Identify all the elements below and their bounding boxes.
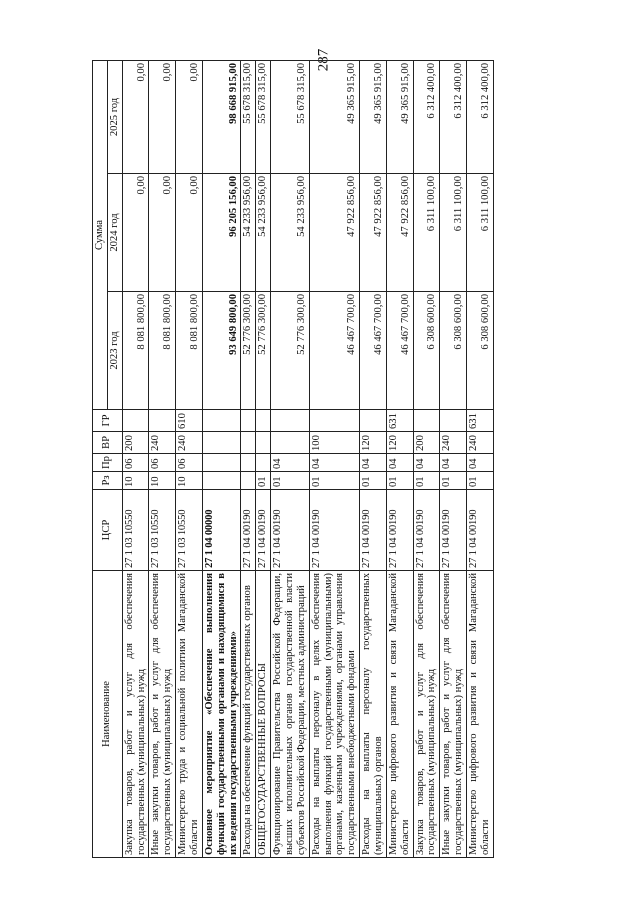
cell-pr: 04 (467, 454, 494, 472)
cell-2025: 6 312 400,00 (440, 60, 467, 173)
cell-rz: 01 (440, 472, 467, 490)
cell-2024: 0,00 (122, 174, 149, 292)
cell-2025: 49 365 915,00 (360, 60, 387, 173)
cell-gr (360, 410, 387, 432)
cell-pr: 04 (271, 454, 310, 472)
header-2024: 2024 год (107, 174, 122, 292)
cell-2025: 0,00 (149, 60, 176, 173)
cell-vr: 120 (360, 432, 387, 454)
cell-2023: 46 467 700,00 (309, 292, 359, 410)
cell-name: Иные закупки товаров, работ и услуг для обеспечения государственных (муниципальных) нужд (149, 571, 176, 858)
cell-2023: 93 649 800,00 (202, 292, 241, 410)
budget-table-rotated (92, 61, 494, 858)
cell-pr: 06 (176, 454, 203, 472)
cell-2024: 47 922 856,00 (360, 174, 387, 292)
cell-gr: 610 (176, 410, 203, 432)
cell-2023: 6 308 600,00 (413, 292, 440, 410)
table-row (467, 60, 494, 857)
table-row (241, 60, 256, 857)
header-vr: ВР (93, 432, 123, 454)
cell-2024: 0,00 (176, 174, 203, 292)
cell-2024: 54 233 956,00 (256, 174, 271, 292)
cell-2024: 47 922 856,00 (386, 174, 413, 292)
cell-2023: 52 776 300,00 (256, 292, 271, 410)
table-body (122, 60, 493, 857)
cell-vr (271, 432, 310, 454)
table-row (413, 60, 440, 857)
cell-rz: 10 (149, 472, 176, 490)
header-name: Наименование (93, 571, 123, 858)
cell-name: Министерство цифрового развития и связи Магаданской области (386, 571, 413, 858)
cell-rz (241, 472, 256, 490)
table-row (386, 60, 413, 857)
cell-vr (241, 432, 256, 454)
cell-vr: 240 (149, 432, 176, 454)
cell-vr (202, 432, 241, 454)
cell-pr (241, 454, 256, 472)
header-gr: ГР (93, 410, 123, 432)
cell-name: Расходы на выплаты персоналу в целях обеспечения выполнения функций государственными (муниципальными) органами, казенными учреждениями, органами управления государственными внебюджетными фондами (309, 571, 359, 858)
cell-name: Министерство цифрового развития и связи Магаданской области (467, 571, 494, 858)
cell-rz: 10 (122, 472, 149, 490)
cell-2025: 6 312 400,00 (413, 60, 440, 173)
cell-vr: 100 (309, 432, 359, 454)
cell-pr: 04 (413, 454, 440, 472)
table-row (202, 60, 241, 857)
header-2025: 2025 год (107, 60, 122, 173)
table-row (271, 60, 310, 857)
cell-2025: 55 678 315,00 (256, 60, 271, 173)
cell-csr: 27 1 04 00000 (202, 490, 241, 571)
cell-2023: 8 081 800,00 (149, 292, 176, 410)
table-row (122, 60, 149, 857)
cell-name: Основное мероприятие «Обеспечение выполнения функций государственными органами и находящимися в их ведении государственными учреждениями» (202, 571, 241, 858)
cell-2024: 54 233 956,00 (241, 174, 256, 292)
cell-vr (256, 432, 271, 454)
cell-2023: 6 308 600,00 (440, 292, 467, 410)
cell-2023: 52 776 300,00 (241, 292, 256, 410)
table-row (149, 60, 176, 857)
cell-2024: 6 311 100,00 (440, 174, 467, 292)
cell-name: Министерство труда и социальной политики Магаданской области (176, 571, 203, 858)
cell-csr: 27 1 03 10550 (122, 490, 149, 571)
cell-name: Закупка товаров, работ и услуг для обеспечения государственных (муниципальных) нужд (413, 571, 440, 858)
cell-2025: 55 678 315,00 (241, 60, 256, 173)
cell-csr: 27 1 04 00190 (256, 490, 271, 571)
cell-name: ОБЩЕГОСУДАРСТВЕННЫЕ ВОПРОСЫ (256, 571, 271, 858)
header-rz: Рз (93, 472, 123, 490)
cell-pr: 06 (149, 454, 176, 472)
cell-rz: 01 (467, 472, 494, 490)
cell-vr: 240 (176, 432, 203, 454)
cell-pr: 04 (360, 454, 387, 472)
cell-rz: 10 (176, 472, 203, 490)
cell-gr: 631 (467, 410, 494, 432)
cell-csr: 27 1 04 00190 (440, 490, 467, 571)
cell-pr: 04 (309, 454, 359, 472)
cell-pr: 04 (440, 454, 467, 472)
cell-rz (202, 472, 241, 490)
budget-table (92, 60, 494, 858)
cell-vr: 200 (122, 432, 149, 454)
header-csr: ЦСР (93, 490, 123, 571)
cell-2023: 8 081 800,00 (122, 292, 149, 410)
cell-rz: 01 (309, 472, 359, 490)
cell-pr (202, 454, 241, 472)
cell-2024: 6 311 100,00 (413, 174, 440, 292)
cell-vr: 240 (440, 432, 467, 454)
cell-name: Закупка товаров, работ и услуг для обеспечения государственных (муниципальных) нужд (122, 571, 149, 858)
cell-2023: 52 776 300,00 (271, 292, 310, 410)
cell-rz: 01 (413, 472, 440, 490)
cell-gr (202, 410, 241, 432)
cell-csr: 27 1 03 10550 (176, 490, 203, 571)
cell-2024: 0,00 (149, 174, 176, 292)
cell-rz: 01 (256, 472, 271, 490)
cell-gr (309, 410, 359, 432)
cell-rz: 01 (360, 472, 387, 490)
cell-gr (271, 410, 310, 432)
cell-2025: 55 678 315,00 (271, 60, 310, 173)
cell-2025: 98 668 915,00 (202, 60, 241, 173)
cell-2023: 8 081 800,00 (176, 292, 203, 410)
cell-2024: 54 233 956,00 (271, 174, 310, 292)
table-row (440, 60, 467, 857)
table-header (93, 60, 123, 857)
cell-name: Иные закупки товаров, работ и услуг для обеспечения государственных (муниципальных) нужд (440, 571, 467, 858)
cell-gr (241, 410, 256, 432)
cell-2025: 0,00 (176, 60, 203, 173)
cell-rz: 01 (271, 472, 310, 490)
cell-2024: 47 922 856,00 (309, 174, 359, 292)
header-2023: 2023 год (107, 292, 122, 410)
cell-gr (149, 410, 176, 432)
table-row (176, 60, 203, 857)
cell-pr: 04 (386, 454, 413, 472)
cell-csr: 27 1 04 00190 (241, 490, 256, 571)
cell-pr: 06 (122, 454, 149, 472)
cell-2023: 46 467 700,00 (386, 292, 413, 410)
table-row (360, 60, 387, 857)
cell-2023: 46 467 700,00 (360, 292, 387, 410)
cell-gr (413, 410, 440, 432)
cell-csr: 27 1 03 10550 (149, 490, 176, 571)
cell-rz: 01 (386, 472, 413, 490)
table-row (256, 60, 271, 857)
cell-name: Функционирование Правительства Российской Федерации, высших исполнительных органов государственной власти субъектов Российской Федерации, местных администраций (271, 571, 310, 858)
cell-csr: 27 1 04 00190 (467, 490, 494, 571)
cell-vr: 200 (413, 432, 440, 454)
cell-2024: 6 311 100,00 (467, 174, 494, 292)
cell-gr: 631 (386, 410, 413, 432)
cell-csr: 27 1 04 00190 (271, 490, 310, 571)
cell-gr (122, 410, 149, 432)
page-number-text: 287 (315, 48, 332, 72)
cell-name: Расходы на обеспечение функций государственных органов (241, 571, 256, 858)
cell-csr: 27 1 04 00190 (386, 490, 413, 571)
cell-csr: 27 1 04 00190 (413, 490, 440, 571)
cell-name: Расходы на выплаты персоналу государственных (муниципальных) органов (360, 571, 387, 858)
cell-gr (440, 410, 467, 432)
cell-csr: 27 1 04 00190 (309, 490, 359, 571)
cell-pr (256, 454, 271, 472)
cell-gr (256, 410, 271, 432)
cell-2025: 0,00 (122, 60, 149, 173)
header-sum: Сумма (93, 60, 108, 409)
cell-2025: 6 312 400,00 (467, 60, 494, 173)
cell-2025: 49 365 915,00 (386, 60, 413, 173)
cell-csr: 27 1 04 00190 (360, 490, 387, 571)
cell-2024: 96 205 156,00 (202, 174, 241, 292)
cell-vr: 120 (386, 432, 413, 454)
cell-2023: 6 308 600,00 (467, 292, 494, 410)
cell-vr: 240 (467, 432, 494, 454)
cell-2025: 49 365 915,00 (309, 60, 359, 173)
table-row (309, 60, 359, 857)
header-pr: Пр (93, 454, 123, 472)
